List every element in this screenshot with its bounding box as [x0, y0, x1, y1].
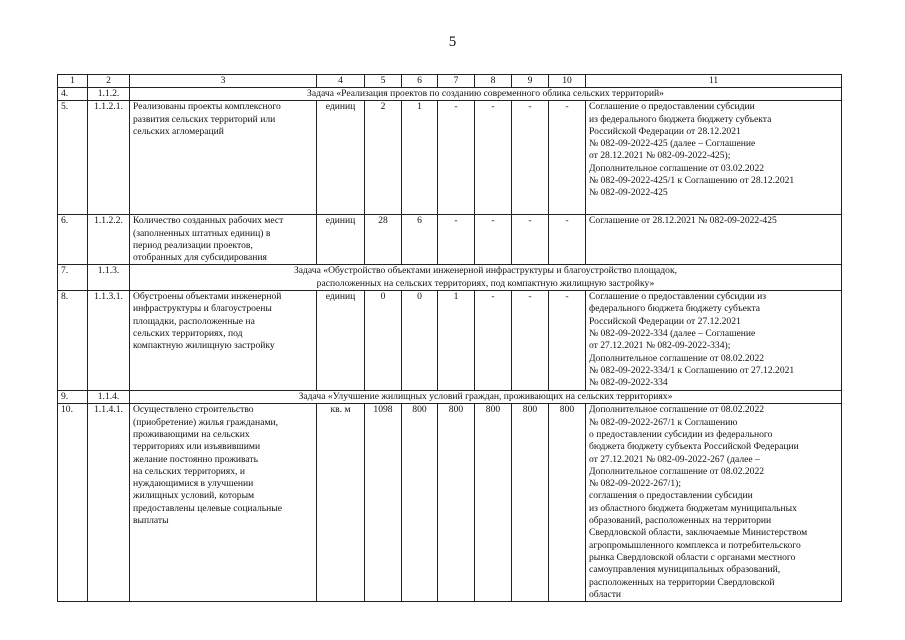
- value-col-5: 2: [365, 101, 402, 215]
- column-number: 3: [130, 75, 317, 88]
- value-col-9: -: [512, 215, 549, 265]
- value-col-6: 0: [402, 291, 438, 391]
- task-row: [58, 88, 842, 101]
- column-number: 7: [438, 75, 475, 88]
- value-col-8: -: [475, 291, 512, 391]
- row-code: 1.1.2.2.: [88, 215, 130, 265]
- unit: единиц: [317, 101, 365, 215]
- column-number: 2: [88, 75, 130, 88]
- column-number: 9: [512, 75, 549, 88]
- row-number: 9.: [58, 391, 88, 404]
- row-number: 6.: [58, 215, 88, 265]
- column-number: 5: [365, 75, 402, 88]
- row-number: 8.: [58, 291, 88, 391]
- indicator-name: Количество созданных рабочих мест (заполненных штатных единиц) в период реализации проектов, отобранных для субсидирования: [130, 215, 317, 265]
- value-col-7: 1: [438, 291, 475, 391]
- value-col-8: -: [475, 101, 512, 215]
- value-col-8: 800: [475, 404, 512, 602]
- indicator-row: [58, 215, 842, 265]
- row-code: 1.1.3.: [88, 265, 130, 291]
- value-col-10: -: [549, 291, 586, 391]
- row-code: 1.1.4.: [88, 391, 130, 404]
- indicator-row: [58, 404, 842, 602]
- column-number: 8: [475, 75, 512, 88]
- value-col-9: 800: [512, 404, 549, 602]
- value-col-7: -: [438, 215, 475, 265]
- basis-document: Соглашение от 28.12.2021 № 082-09-2022-425: [586, 215, 842, 265]
- basis-document: Дополнительное соглашение от 08.02.2022 № 082-09-2022-267/1 к Соглашению о предоставлении субсидии из федерального бюджета бюджету субъекта Российской Федерации от 27.12.2021 № 082-09-2022-267 (далее – Дополнительное соглашение от 08.02.2022 № 082-09-2022-267/1); соглашения о предоставлении субсидии из областного бюджета бюджетам муниципальных образований, расположенных на территории Свердловской области, заключаемые Министерством агропромышленного комплекса и потребительского рынка Свердловской области с органами местного самоуправления муниципальных образований, расположенных на территории Свердловской области: [586, 404, 842, 602]
- value-col-5: 0: [365, 291, 402, 391]
- task-title: Задача «Обустройство объектами инженерной инфраструктуры и благоустройство площадок, расположенных на сельских территориях, под компактную жилищную застройку»: [130, 265, 842, 291]
- value-col-10: -: [549, 215, 586, 265]
- value-col-10: 800: [549, 404, 586, 602]
- value-col-5: 1098: [365, 404, 402, 602]
- indicator-name: Реализованы проекты комплексного развития сельских территорий или сельских агломераций: [130, 101, 317, 215]
- basis-document: Соглашение о предоставлении субсидии из федерального бюджета бюджету субъекта Российской Федерации от 28.12.2021 № 082-09-2022-425 (далее – Соглашение от 28.12.2021 № 082-09-2022-425); Дополнительное соглашение от 03.02.2022 № 082-09-2022-425/1 к Соглашению от 28.12.2021 № 082-09-2022-425: [586, 101, 842, 215]
- value-col-9: -: [512, 101, 549, 215]
- value-col-7: 800: [438, 404, 475, 602]
- value-col-6: 6: [402, 215, 438, 265]
- task-row: [58, 265, 842, 291]
- value-col-6: 800: [402, 404, 438, 602]
- task-title: Задача «Реализация проектов по созданию современного облика сельских территорий»: [130, 88, 842, 101]
- row-code: 1.1.2.: [88, 88, 130, 101]
- row-number: 4.: [58, 88, 88, 101]
- column-number: 1: [58, 75, 88, 88]
- value-col-7: -: [438, 101, 475, 215]
- row-code: 1.1.3.1.: [88, 291, 130, 391]
- value-col-9: -: [512, 291, 549, 391]
- indicator-name: Осуществлено строительство (приобретение) жилья гражданами, проживающими на сельских территориях или изъявившими желание постоянно проживать на сельских территориях, и нуждающимися в улучшении жилищных условий, которым предоставлены целевые социальные выплаты: [130, 404, 317, 602]
- column-number: 11: [586, 75, 842, 88]
- column-number-row: [58, 75, 842, 88]
- row-number: 5.: [58, 101, 88, 215]
- column-number: 6: [402, 75, 438, 88]
- indicator-name: Обустроены объектами инженерной инфраструктуры и благоустроены площадки, расположенные на сельских территориях, под компактную жилищную застройку: [130, 291, 317, 391]
- row-code: 1.1.4.1.: [88, 404, 130, 602]
- task-row: [58, 391, 842, 404]
- unit: единиц: [317, 291, 365, 391]
- indicator-row: [58, 291, 842, 391]
- basis-document: Соглашение о предоставлении субсидии из федерального бюджета бюджету субъекта Российской Федерации от 27.12.2021 № 082-09-2022-334 (далее – Соглашение от 27.12.2021 № 082-09-2022-334); Дополнительное соглашение от 08.02.2022 № 082-09-2022-334/1 к Соглашению от 27.12.2021 № 082-09-2022-334: [586, 291, 842, 391]
- indicator-row: [58, 101, 842, 215]
- row-code: 1.1.2.1.: [88, 101, 130, 215]
- unit: кв. м: [317, 404, 365, 602]
- value-col-5: 28: [365, 215, 402, 265]
- indicators-table: [57, 74, 842, 602]
- row-number: 7.: [58, 265, 88, 291]
- column-number: 4: [317, 75, 365, 88]
- value-col-6: 1: [402, 101, 438, 215]
- value-col-10: -: [549, 101, 586, 215]
- unit: единиц: [317, 215, 365, 265]
- column-number: 10: [549, 75, 586, 88]
- task-title: Задача «Улучшение жилищных условий граждан, проживающих на сельских территориях»: [130, 391, 842, 404]
- row-number: 10.: [58, 404, 88, 602]
- page-number: 5: [448, 34, 457, 50]
- value-col-8: -: [475, 215, 512, 265]
